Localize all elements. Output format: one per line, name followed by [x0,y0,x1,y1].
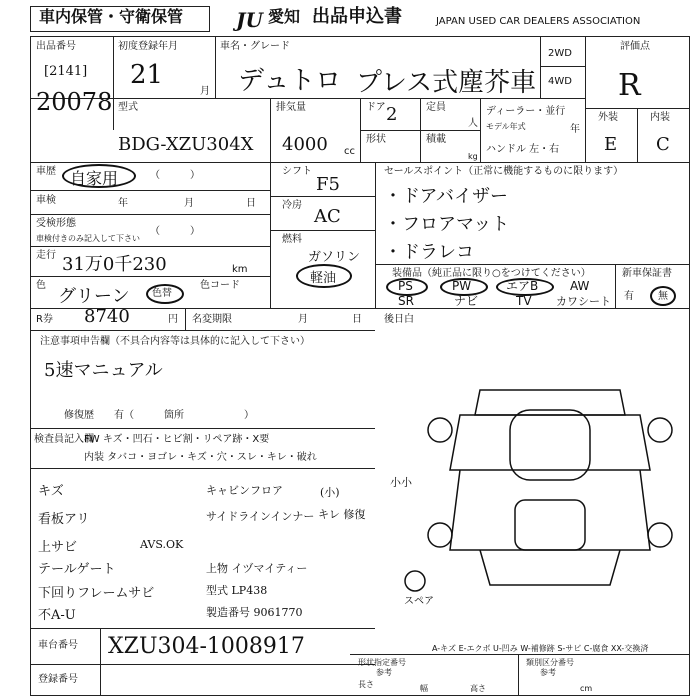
equip-navi: ナビ [454,294,479,308]
shift-label: シフト [282,166,312,177]
class-name-label: 類別区分番号 [526,658,574,667]
class-ref: 参考 [540,668,556,677]
rear-view-label: 後日白 [384,314,414,325]
color-value: グリーン [58,286,130,307]
lot-number: 20078 [36,88,113,116]
name-change-month: 月 [298,314,308,325]
selling-point-3: ・ドラレコ [384,242,474,263]
displacement-value: 4000 [282,134,328,155]
history-paren: （ ） [150,170,200,181]
car-trunk [515,500,585,550]
notes-manual: 5速マニュアル [44,360,163,381]
inspector-note-10: 型式 LP438 [206,584,268,597]
rating-score: R [618,68,641,103]
aircon-value: AC [314,206,341,227]
damage-legend: A-キズ E-エクボ U-凹み W-補修跡 S-サビ C-腐食 XX-交換済 [432,644,649,653]
displacement-label: 排気量 [276,102,306,113]
car-rear-outline [480,550,620,585]
org-name: 愛知 [268,7,301,26]
doors-value: 2 [386,104,398,125]
form-ref: 参考 [376,668,392,677]
recycle-unit: 円 [168,314,178,325]
selling-point-2: ・フロアマット [384,214,510,235]
capacity-unit: 人 [468,118,478,129]
first-reg-month-unit: 月 [200,86,210,97]
inspector-note-5: 下回りフレームサビ [38,586,155,601]
inspector-note-15: 小小 [390,476,412,489]
height-label: 高さ [470,684,486,693]
storage-note: 車内保管・守衛保管 [39,7,184,26]
equip-seat: カワシート [556,295,611,308]
form-title: 出品申込書 [312,6,402,27]
received-inspection-paren: （ ） [150,226,200,237]
inspector-note-13: (小) [320,486,340,499]
inspector-note-3: 上サビ [38,540,78,555]
form-name-label: 形状指定番号 [358,658,406,667]
ju-logo: JU [236,8,263,32]
car-diagram [420,370,680,600]
equip-airbag: エアB [506,279,539,293]
car-body-outline [450,415,650,470]
mileage-label: 走行 [36,250,56,261]
name-change-label: 名変期限 [192,314,232,325]
shift-value: F5 [316,174,340,195]
inspector-note-6: 不A-U [38,608,76,623]
color-code-label: 色コード [200,280,240,291]
doors-label: ドア [366,102,386,113]
dealer-label: ディーラー・並行 [486,106,566,117]
inspector-note-1: キズ [38,484,64,499]
inspection-month: 月 [184,198,194,209]
mileage-value: 31万0千230 [62,254,167,275]
exterior-score: E [604,134,618,155]
notes-label: 注意事項申告欄（不具合内容等は具体的に記入して下さい） [40,336,310,347]
equip-aw: AW [570,279,590,293]
inspector-row2: 内装 タバコ・ヨゴレ・キズ・穴・スレ・キレ・破れ [84,452,317,463]
inspector-note-2: 看板アリ [38,512,90,527]
chassis-label: 車台番号 [38,640,78,651]
color-label: 色 [36,280,46,291]
interior-label: 内装 [650,112,670,123]
car-name-label: 車名・グレード [220,41,290,52]
inspector-note-4: テールゲート [38,562,116,577]
model-year-label: モデル年式 [486,122,526,131]
wheel-rear-left [428,523,452,547]
exterior-label: 外装 [598,112,618,123]
inspector-row1: FW キズ・凹石・ヒビ割・リペア跡・X要 [84,434,270,445]
inspection-year: 年 [118,198,128,209]
aircon-label: 冷房 [282,200,302,211]
warranty-label: 新車保証書 [622,268,672,279]
model-label: 型式 [118,102,138,113]
lot-label: 出品番号 [36,41,76,52]
model-year-unit: 年 [570,124,580,135]
inspector-note-9: 上物 イヅマイティー [206,562,308,575]
wheel-rear-right [648,523,672,547]
name-change-day: 日 [352,314,362,325]
storage-note-box [30,6,210,32]
received-inspection-note: 車検付きのみ記入して下さい [36,234,140,243]
car-name: デュトロ [238,66,342,96]
fuel-diesel: 軽油 [310,271,337,286]
car-front-outline [475,390,625,415]
car-lower-body [450,470,650,550]
shape-label: 形状 [366,134,386,145]
association-name: JAPAN USED CAR DEALERS ASSOCIATION [436,16,641,27]
chassis-value: XZU304-1008917 [108,634,305,659]
equipment-label: 装備品（純正品に限り○をつけてください） [392,268,591,279]
color-change: 色替 [152,288,172,299]
warranty-yes: 有 [624,291,634,302]
inspection-day: 日 [246,198,256,209]
mileage-unit: km [232,264,248,275]
interior-score: C [656,134,670,155]
equip-sr: SR [398,294,414,308]
car-grade: プレス式塵芥車 [356,68,537,98]
history-value: 自家用 [70,169,119,188]
inspector-note-12: AVS.OK [140,538,184,551]
fuel-gasoline: ガソリン [308,250,361,265]
load-label: 積載 [426,134,446,145]
length-label: 長さ [358,680,374,689]
spare-icon [400,568,430,594]
inspector-label: 検査員記入欄 [34,434,94,445]
load-unit: kg [468,152,478,161]
repair-history: 修復歴 有（ 箇所 ） [64,410,254,421]
selling-points-label: セールスポイント（正常に機能するものに限ります） [384,166,624,177]
received-inspection-label: 受検形態 [36,218,76,229]
history-label: 車歴 [36,166,56,177]
inspector-note-7: キャビンフロア [206,484,283,497]
unit-cm: cm [580,684,593,693]
equip-ps: PS [398,279,413,293]
rating-label: 評価点 [620,41,650,52]
drive-4wd: 4WD [548,76,572,87]
capacity-label: 定員 [426,102,446,113]
width-label: 幅 [420,684,428,693]
wheel-front-left [428,418,452,442]
spare-label: スペア [404,596,434,607]
inspector-note-14: キレ 修復 [318,508,366,521]
handle-label: ハンドル 左・右 [486,144,560,155]
inspector-note-8: サイドラインインナー [206,510,315,523]
model-value: BDG-XZU304X [118,134,254,155]
lot-sub-number: [2141] [44,64,88,79]
fuel-label: 燃料 [282,234,302,245]
drive-2wd: 2WD [548,48,572,59]
first-reg-label: 初度登録年月 [118,41,178,52]
registration-label: 登録番号 [38,674,78,685]
equip-pw: PW [452,279,472,293]
recycle-value: 8740 [84,306,130,327]
inspection-label: 車検 [36,195,56,206]
warranty-no: 無 [658,291,668,302]
first-reg-year: 21 [130,60,164,90]
wheel-front-right [648,418,672,442]
inspector-note-11: 製造番号 9061770 [206,606,303,619]
recycle-label: R券 [36,314,53,325]
selling-point-1: ・ドアバイザー [384,186,509,207]
displacement-unit: cc [344,146,355,157]
equip-tv: TV [516,294,532,308]
